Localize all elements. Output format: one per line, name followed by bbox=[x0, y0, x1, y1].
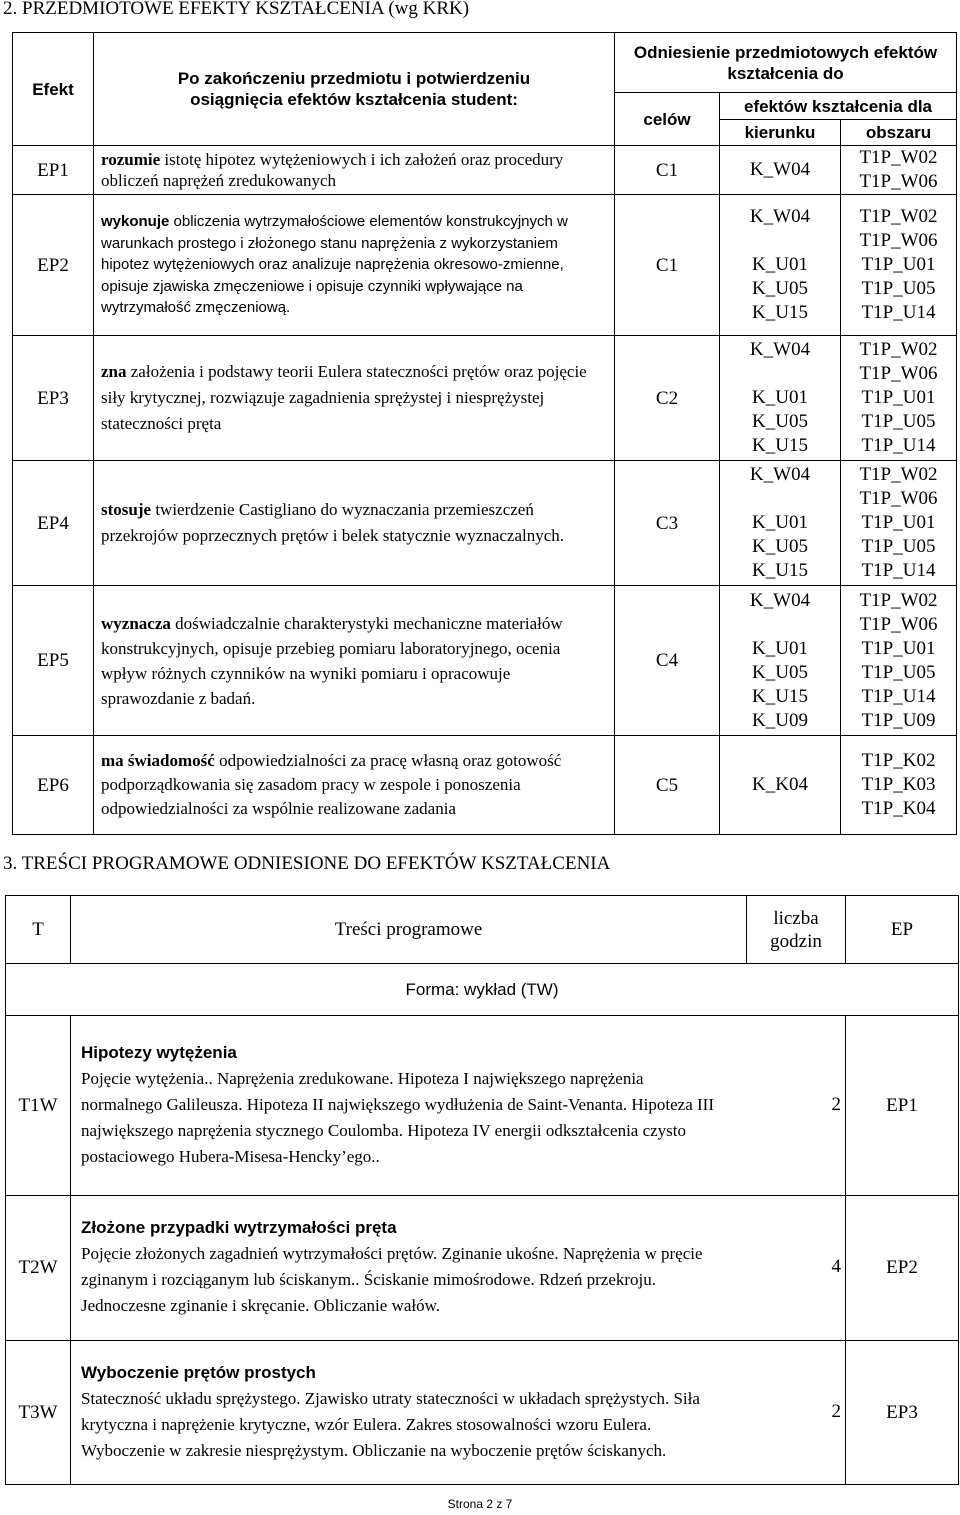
topic-content bbox=[71, 1196, 846, 1341]
effect-text: obliczenia wytrzymałościowe elementów konstrukcyjnych w warunkach prostego i złożonego stanu naprężenia z wykorzystaniem hipotez wytężeniowych oraz analizuje naprężenia okresowo-zmienne, opisuje zjawiska zmęczeniowe i opisuje czynniki wpływające na wytrzymałość zmęczeniową. bbox=[101, 213, 568, 317]
effect-verb: ma świadomość bbox=[101, 751, 215, 770]
header-effects-for: efektów kształcenia dla bbox=[720, 93, 957, 120]
topic-hours: 4 bbox=[831, 1256, 841, 1277]
goal-code: C5 bbox=[615, 736, 720, 835]
topic-ep: EP3 bbox=[846, 1341, 959, 1485]
effect-code: EP5 bbox=[13, 586, 94, 736]
effect-verb: rozumie bbox=[101, 150, 161, 169]
effects-table bbox=[12, 32, 957, 835]
field-codes: K_W04 K_U01 K_U05 K_U15 K_U09 bbox=[720, 586, 841, 736]
field-codes: K_W04 K_U01 K_U05 K_U15 bbox=[720, 336, 841, 461]
topic-title: Złożone przypadki wytrzymałości pręta bbox=[81, 1218, 397, 1237]
topic-code: T1W bbox=[6, 1016, 71, 1196]
area-codes: T1P_W02 T1P_W06 bbox=[841, 146, 957, 195]
header-ep: EP bbox=[846, 896, 959, 964]
topic-code: T2W bbox=[6, 1196, 71, 1341]
table-row bbox=[13, 195, 957, 336]
page-number: Strona 2 z 7 bbox=[447, 1497, 513, 1511]
topic-hours: 2 bbox=[831, 1094, 841, 1115]
effect-description bbox=[94, 146, 615, 195]
header-effect: Efekt bbox=[13, 33, 94, 146]
field-codes: K_W04 K_U01 K_U05 K_U15 bbox=[720, 461, 841, 586]
table-row bbox=[13, 336, 957, 461]
topic-content bbox=[71, 1016, 846, 1196]
effect-verb: zna bbox=[101, 362, 127, 381]
field-codes: K_K04 bbox=[720, 736, 841, 835]
table-row bbox=[6, 1341, 959, 1485]
area-codes: T1P_W02 T1P_W06 T1P_U01 T1P_U05 T1P_U14 bbox=[841, 461, 957, 586]
area-codes: T1P_W02 T1P_W06 T1P_U01 T1P_U05 T1P_U14 bbox=[841, 195, 957, 336]
effect-code: EP4 bbox=[13, 461, 94, 586]
effect-verb: wyznacza bbox=[101, 613, 171, 633]
header-hours: liczba godzin bbox=[747, 896, 846, 964]
goal-code: C3 bbox=[615, 461, 720, 586]
header-goals: celów bbox=[615, 93, 720, 146]
effect-verb: wykonuje bbox=[101, 213, 170, 231]
header-content: Treści programowe bbox=[71, 896, 747, 964]
topic-ep: EP1 bbox=[846, 1016, 959, 1196]
header-t: T bbox=[6, 896, 71, 964]
effect-description bbox=[94, 461, 615, 586]
topic-ep: EP2 bbox=[846, 1196, 959, 1341]
area-codes: T1P_W02 T1P_W06 T1P_U01 T1P_U05 T1P_U14 T1P_U09 bbox=[841, 586, 957, 736]
goal-code: C1 bbox=[615, 195, 720, 336]
effect-code: EP2 bbox=[13, 195, 94, 336]
form-label: Forma: wykład (TW) bbox=[6, 964, 959, 1016]
effect-text: doświadczalnie charakterystyki mechaniczne materiałów konstrukcyjnych, opisuje przebieg pomiaru laboratoryjnego, ocenia wpływ różnych czynników na wyniki pomiaru i opracowuje sprawozdanie z badań. bbox=[101, 613, 563, 708]
effect-code: EP3 bbox=[13, 336, 94, 461]
header-description: Po zakończeniu przedmiotu i potwierdzeniu osiągnięcia efektów kształcenia student: bbox=[94, 33, 615, 146]
field-codes: K_W04 bbox=[720, 146, 841, 195]
effect-description bbox=[94, 736, 615, 835]
field-codes: K_W04 K_U01 K_U05 K_U15 bbox=[720, 195, 841, 336]
topic-title: Wyboczenie prętów prostych bbox=[81, 1362, 316, 1382]
effect-description bbox=[94, 336, 615, 461]
effect-code: EP6 bbox=[13, 736, 94, 835]
topic-body: Pojęcie złożonych zagadnień wytrzymałości prętów. Zginanie ukośne. Naprężenia w pręcie zginanym i rozciąganym lub ściskanym.. Ściskanie mimośrodowe. Rdzeń przekroju. Jednoczesne zginanie i skręcanie. Obliczanie wałów. bbox=[81, 1244, 703, 1315]
header-field: kierunku bbox=[720, 120, 841, 146]
effect-description bbox=[94, 586, 615, 736]
area-codes: T1P_W02 T1P_W06 T1P_U01 T1P_U05 T1P_U14 bbox=[841, 336, 957, 461]
effect-description bbox=[94, 195, 615, 336]
section-3-title: 3. TREŚCI PROGRAMOWE ODNIESIONE DO EFEKTÓW KSZTAŁCENIA bbox=[3, 853, 611, 874]
effect-text: odpowiedzialności za pracę własną oraz gotowość podporządkowania się zasadom pracy w zespole i ponoszenia odpowiedzialności za wspólnie realizowane zadania bbox=[101, 751, 562, 818]
topic-body: Stateczność układu sprężystego. Zjawisko utraty stateczności w układach sprężystych. Siła krytyczna i naprężenie krytyczne, wzór Eulera. Zakres stosowalności wzoru Eulera. Wyboczenie w zakresie niesprężystym. Obliczanie na wyboczenie prętów ściskanych. bbox=[81, 1388, 700, 1460]
effect-text: istotę hipotez wytężeniowych i ich założeń oraz procedury obliczeń naprężeń zredukowanych bbox=[101, 150, 564, 190]
effect-code: EP1 bbox=[13, 146, 94, 195]
effect-text: założenia i podstawy teorii Eulera stateczności prętów oraz pojęcie siły krytycznej, rozwiązuje zagadnienia sprężystej i niesprężystej stateczności pręta bbox=[101, 362, 587, 433]
goal-code: C4 bbox=[615, 586, 720, 736]
program-table bbox=[5, 895, 959, 1485]
topic-title: Hipotezy wytężenia bbox=[81, 1042, 237, 1062]
goal-code: C1 bbox=[615, 146, 720, 195]
goal-code: C2 bbox=[615, 336, 720, 461]
header-reference: Odniesienie przedmiotowych efektów kształcenia do bbox=[615, 33, 957, 93]
topic-hours: 2 bbox=[831, 1401, 841, 1422]
effect-verb: stosuje bbox=[101, 500, 152, 519]
table-row bbox=[6, 1196, 959, 1341]
table-row bbox=[13, 146, 957, 195]
table-row bbox=[13, 586, 957, 736]
effect-text: twierdzenie Castigliano do wyznaczania przemieszczeń przekrojów poprzecznych prętów i belek statycznie wyznaczalnych. bbox=[101, 500, 565, 545]
topic-body: Pojęcie wytężenia.. Naprężenia zredukowane. Hipoteza I największego naprężenia normalnego Galileusza. Hipoteza II największego wydłużenia de Saint-Venanta. Hipoteza III największego naprężenia stycznego Coulomba. Hipoteza IV energii odkształcenia czysto postaciowego Hubera-Misesa-Hencky’ego.. bbox=[81, 1068, 715, 1166]
header-area: obszaru bbox=[841, 120, 957, 146]
area-codes: T1P_K02 T1P_K03 T1P_K04 bbox=[841, 736, 957, 835]
topic-code: T3W bbox=[6, 1341, 71, 1485]
section-2-title: 2. PRZEDMIOTOWE EFEKTY KSZTAŁCENIA (wg KRK) bbox=[3, 0, 470, 19]
table-row bbox=[6, 1016, 959, 1196]
table-row bbox=[13, 736, 957, 835]
table-row bbox=[13, 461, 957, 586]
topic-content bbox=[71, 1341, 846, 1485]
